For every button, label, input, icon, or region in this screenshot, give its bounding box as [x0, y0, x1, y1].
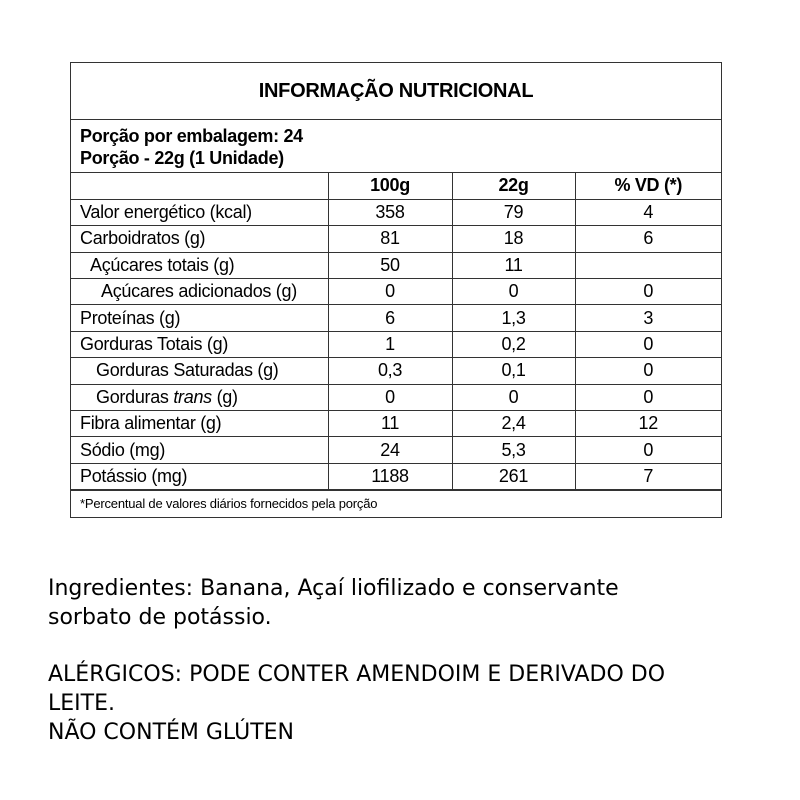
value-100g: 50	[328, 252, 452, 278]
value-100g: 6	[328, 305, 452, 331]
gluten-statement: NÃO CONTÉM GLÚTEN	[48, 720, 294, 745]
portion-info	[71, 120, 721, 173]
value-vd: 7	[575, 463, 721, 489]
table-row	[71, 384, 721, 410]
value-22g: 0,2	[452, 331, 575, 357]
allergens-line-2: LEITE.	[48, 691, 115, 716]
ingredients-line-1: Ingredientes: Banana, Açaí liofilizado e conservante	[48, 576, 619, 601]
value-100g: 0,3	[328, 358, 452, 384]
table-row	[71, 331, 721, 357]
value-100g: 24	[328, 437, 452, 463]
table-row	[71, 279, 721, 305]
row-label: Carboidratos (g)	[71, 226, 328, 252]
table-row	[71, 252, 721, 278]
row-label: Potássio (mg)	[71, 463, 328, 489]
column-header-22g: 22g	[452, 173, 575, 199]
value-vd	[575, 252, 721, 278]
row-label: Gorduras Saturadas (g)	[71, 358, 328, 384]
value-22g: 2,4	[452, 411, 575, 437]
value-100g: 11	[328, 411, 452, 437]
value-vd: 4	[575, 199, 721, 225]
row-label: Fibra alimentar (g)	[71, 411, 328, 437]
row-label: Proteínas (g)	[71, 305, 328, 331]
table-row	[71, 463, 721, 489]
panel-title: INFORMAÇÃO NUTRICIONAL	[71, 63, 721, 120]
row-label: Açúcares totais (g)	[71, 252, 328, 278]
product-notes	[48, 574, 748, 747]
value-vd: 3	[575, 305, 721, 331]
value-22g: 0	[452, 279, 575, 305]
row-label: Açúcares adicionados (g)	[71, 279, 328, 305]
table-row	[71, 437, 721, 463]
value-vd: 0	[575, 384, 721, 410]
column-header-blank	[71, 173, 328, 199]
value-vd: 0	[575, 331, 721, 357]
row-label-suffix: (g)	[211, 386, 238, 407]
portions-per-package: Porção por embalagem: 24	[80, 126, 303, 146]
value-22g: 5,3	[452, 437, 575, 463]
table-header-row	[71, 173, 721, 199]
value-22g: 0	[452, 384, 575, 410]
column-header-100g: 100g	[328, 173, 452, 199]
spacer	[48, 632, 748, 660]
value-22g: 1,3	[452, 305, 575, 331]
nutrition-table	[71, 173, 721, 490]
row-label: Valor energético (kcal)	[71, 199, 328, 225]
value-22g: 261	[452, 463, 575, 489]
table-row	[71, 226, 721, 252]
value-100g: 81	[328, 226, 452, 252]
value-22g: 79	[452, 199, 575, 225]
table-row	[71, 358, 721, 384]
portion-size: Porção - 22g (1 Unidade)	[80, 148, 284, 168]
value-22g: 11	[452, 252, 575, 278]
footnote: *Percentual de valores diários fornecidos pela porção	[71, 490, 721, 517]
table-row	[71, 411, 721, 437]
value-vd: 0	[575, 358, 721, 384]
allergens-line-1: ALÉRGICOS: PODE CONTER AMENDOIM E DERIVADO DO	[48, 662, 666, 687]
value-100g: 1188	[328, 463, 452, 489]
ingredients-line-2: sorbato de potássio.	[48, 605, 272, 630]
value-22g: 0,1	[452, 358, 575, 384]
row-label: Sódio (mg)	[71, 437, 328, 463]
value-vd: 6	[575, 226, 721, 252]
value-22g: 18	[452, 226, 575, 252]
value-vd: 0	[575, 437, 721, 463]
table-row	[71, 199, 721, 225]
value-vd: 0	[575, 279, 721, 305]
row-label-prefix: Gorduras	[96, 386, 174, 407]
value-100g: 358	[328, 199, 452, 225]
value-vd: 12	[575, 411, 721, 437]
value-100g: 0	[328, 279, 452, 305]
table-row	[71, 305, 721, 331]
row-label-italic: trans	[173, 386, 212, 407]
value-100g: 0	[328, 384, 452, 410]
row-label	[71, 384, 328, 410]
value-100g: 1	[328, 331, 452, 357]
nutrition-facts-panel	[70, 62, 722, 518]
row-label: Gorduras Totais (g)	[71, 331, 328, 357]
column-header-vd: % VD (*)	[575, 173, 721, 199]
